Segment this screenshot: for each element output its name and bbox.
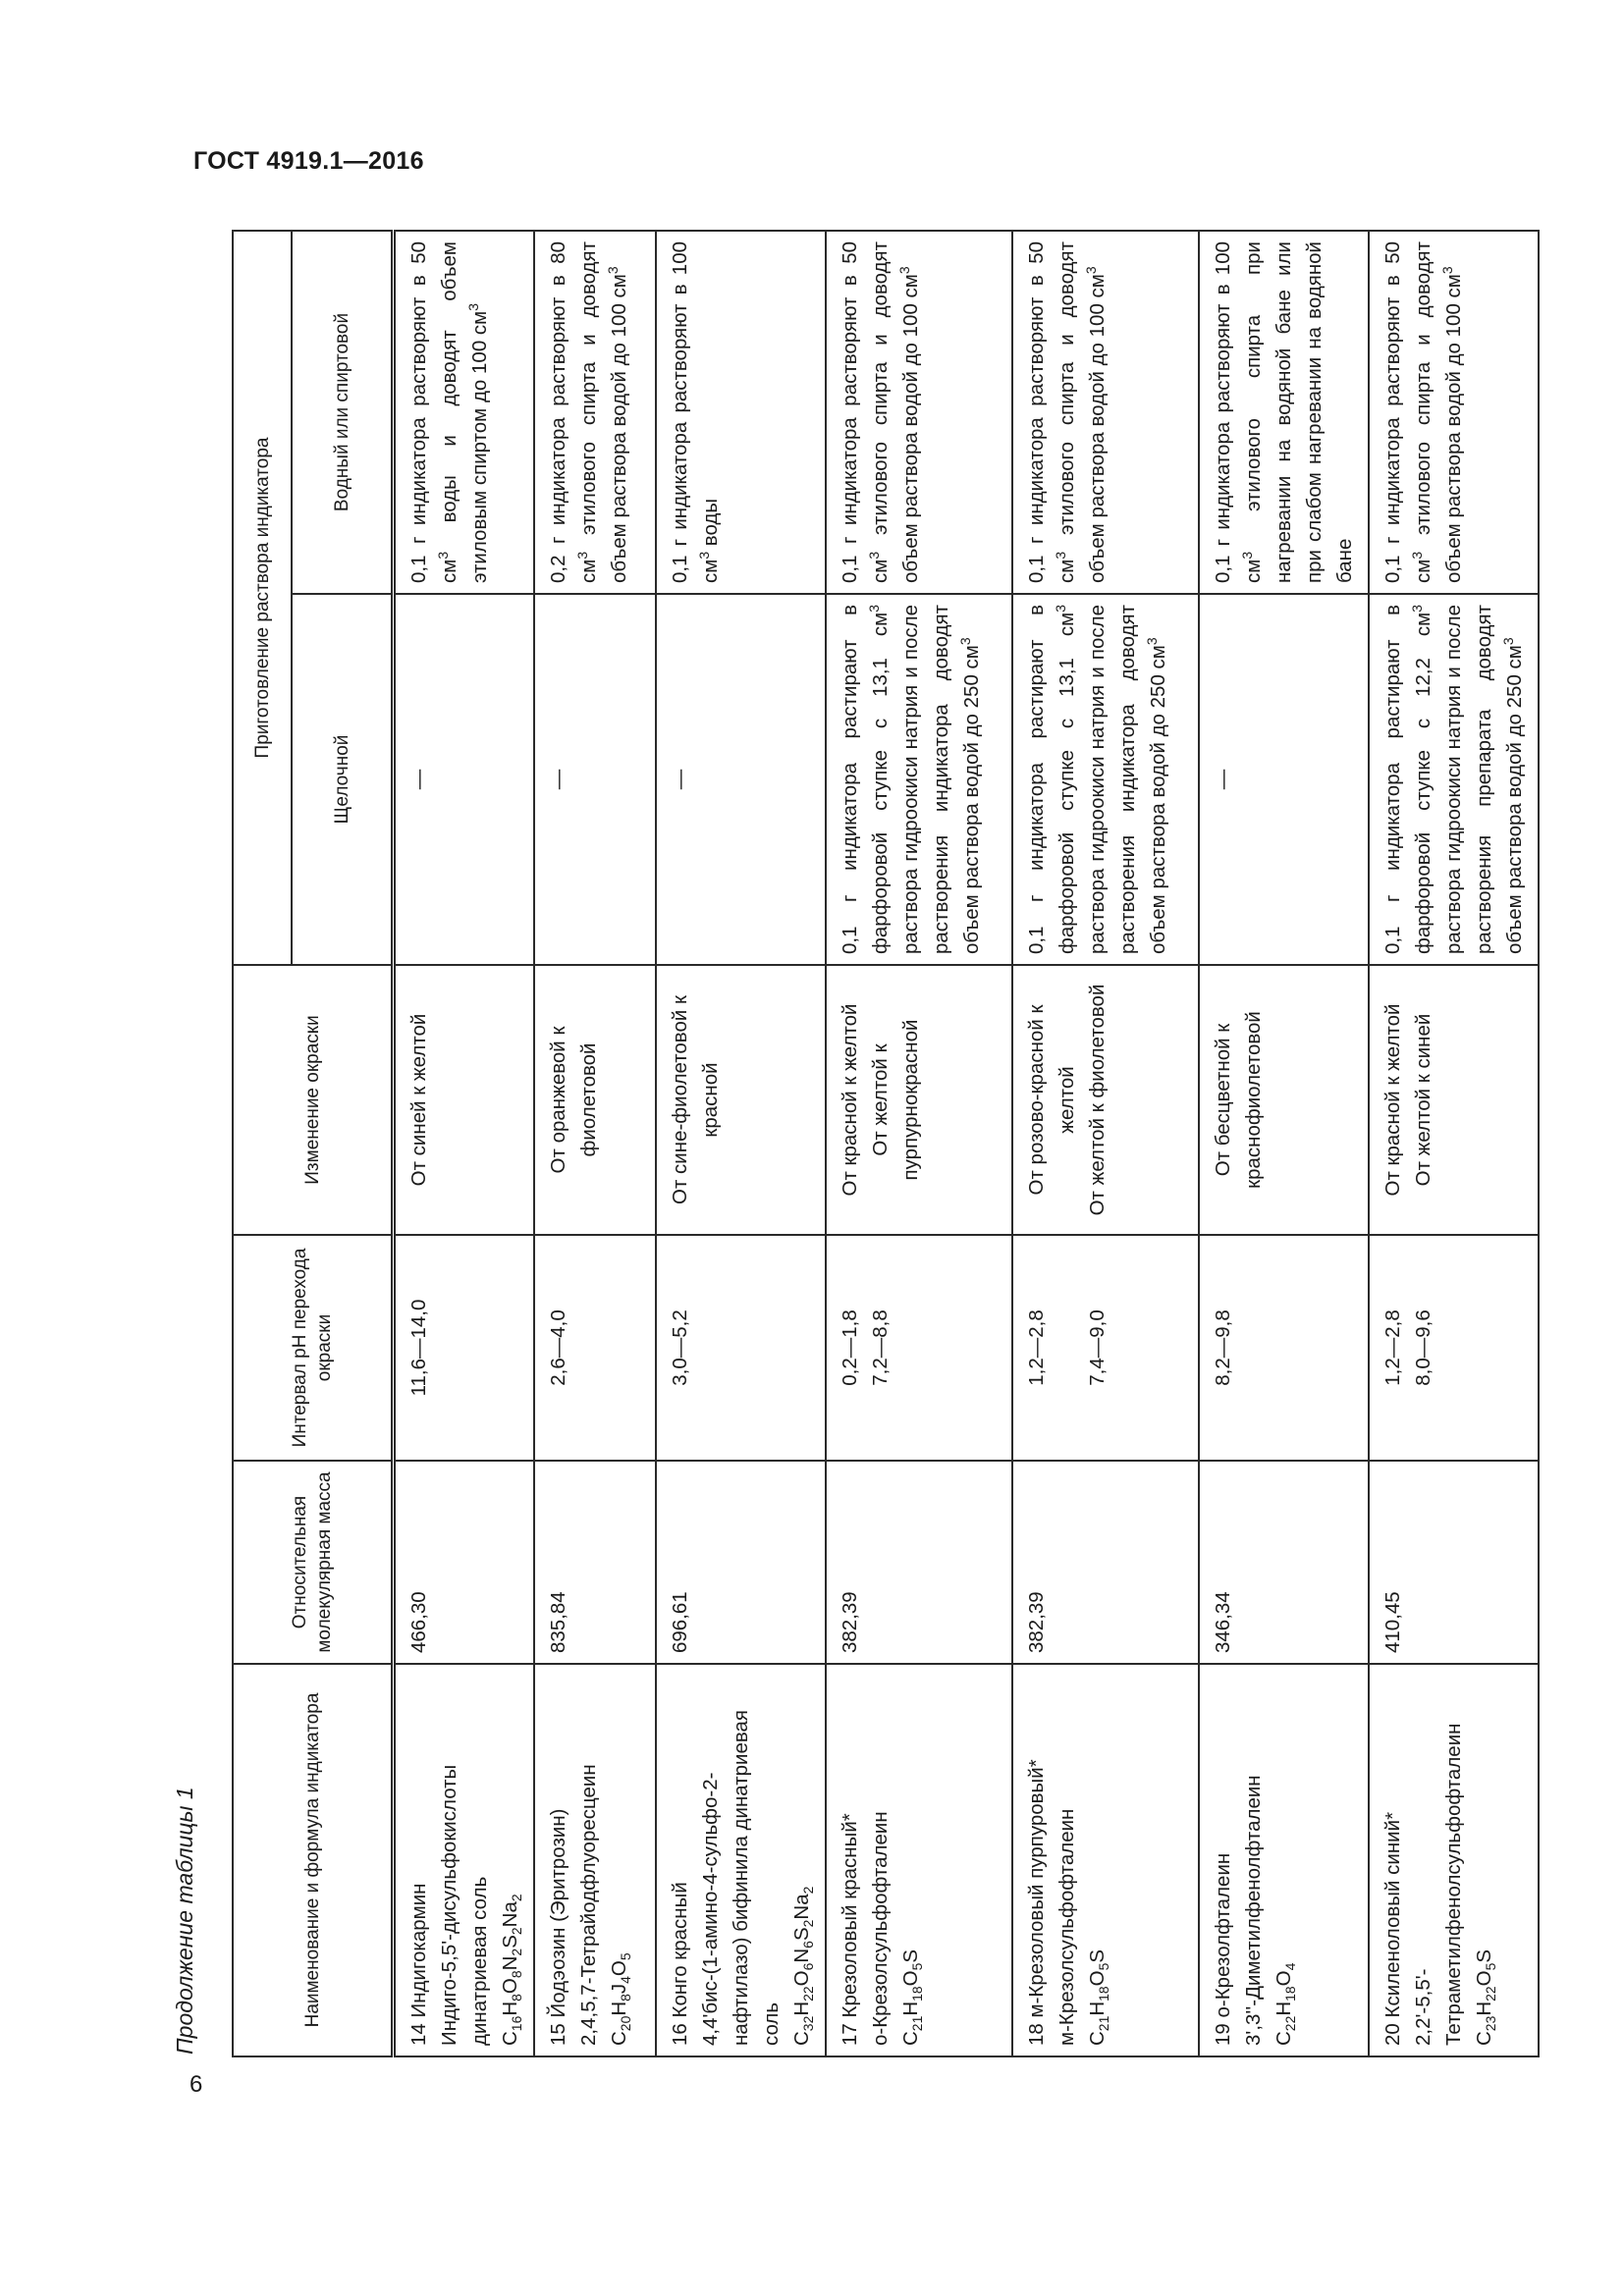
cell-color-change <box>1369 965 1539 1235</box>
indicator-name-line: 16 Конго красный <box>669 1882 691 2046</box>
cell-molecular-mass: 382,39 <box>826 1461 1012 1664</box>
cell-water-alcohol-solution: 0,1 г индикатора растворяют в 100 $см^3$ воды <box>656 231 826 594</box>
cell-indicator-name <box>1012 1664 1199 2056</box>
cell-color-change <box>394 965 535 1235</box>
cell-ph-interval <box>826 1235 1012 1461</box>
header-mass: Относительная молекулярная масса <box>233 1461 394 1664</box>
ph-interval: 1,2—2,8 <box>1381 1309 1404 1386</box>
cell-alkaline-solution: 0,1 г индикатора растирают в фарфоровой ступке с 13,1 $см^3$ раствора гидроокиси натрия и после растворения индикатора доводят объем раствора водой до 250 $см^3$ <box>1012 594 1199 965</box>
color-change: От оранжевой к фиолетовой <box>547 1026 600 1174</box>
table-caption: Продолжение таблицы 1 <box>172 1787 197 2055</box>
table-row <box>656 231 826 2056</box>
ph-interval: 7,4—9,0 <box>1086 1309 1109 1386</box>
cell-ph-interval <box>394 1235 535 1461</box>
header-preparation: Приготовление раствора индикатора <box>233 231 292 965</box>
table-row <box>1369 231 1539 2056</box>
cell-ph-interval <box>1012 1235 1199 1461</box>
indicator-name-line: Индиго-5,5'-дисульфокислоты <box>438 1764 460 2046</box>
color-change: От сине-фиолетовой к красной <box>669 995 722 1204</box>
cell-indicator-name <box>534 1664 656 2056</box>
cell-ph-interval <box>534 1235 656 1461</box>
indicator-name-line: 15 Йодэозин (Эритрозин) <box>547 1808 569 2046</box>
color-change: От желтой к фиолетовой <box>1086 984 1109 1216</box>
indicator-table <box>232 230 1540 2057</box>
cell-molecular-mass: 382,39 <box>1012 1461 1199 1664</box>
cell-color-change <box>826 965 1012 1235</box>
table-row <box>1012 231 1199 2056</box>
cell-ph-interval <box>1369 1235 1539 1461</box>
cell-color-change <box>1199 965 1369 1235</box>
cell-molecular-mass: 346,34 <box>1199 1461 1369 1664</box>
header-alkaline: Щелочной <box>292 594 394 965</box>
indicator-name-line: 14 Индигокармин <box>407 1883 430 2046</box>
cell-water-alcohol-solution: 0,1 г индикатора растворяют в 50 $см^3$ этилового спирта и доводят объем раствора водой до 100 $см^3$ <box>1012 231 1199 594</box>
table-row <box>534 231 656 2056</box>
ph-interval: 3,0—5,2 <box>669 1309 691 1386</box>
cell-indicator-name <box>656 1664 826 2056</box>
color-change: От красной к желтой <box>839 1003 861 1197</box>
indicator-name-line: о-Крезолсульфофталеин <box>869 1811 892 2046</box>
indicator-name-line: 4,4'бис-(1-амино-4-сульфо-2-нафтилазо) бифинила динатриевая соль <box>699 1709 783 2046</box>
cell-indicator-name <box>394 1664 535 2056</box>
color-change: От розово-красной к желтой <box>1025 1004 1078 1196</box>
header-name: Наименование и формула индикатора <box>233 1664 394 2056</box>
ph-interval: 7,2—8,8 <box>869 1309 892 1386</box>
page-number: 6 <box>189 2071 203 2098</box>
ph-interval: 0,2—1,8 <box>839 1309 861 1386</box>
indicator-formula: $C_{21}H_{18}O_5S$ <box>1086 1949 1112 2046</box>
table-row <box>826 231 1012 2056</box>
cell-indicator-name <box>1369 1664 1539 2056</box>
cell-alkaline-solution: — <box>1199 594 1369 965</box>
cell-ph-interval <box>656 1235 826 1461</box>
cell-molecular-mass: 835,84 <box>534 1461 656 1664</box>
indicator-formula: $C_{16}H_8O_8N_2S_2Na_2$ <box>499 1894 525 2046</box>
ph-interval: 8,0—9,6 <box>1412 1309 1435 1386</box>
indicator-name-line: м-Крезолсульфофталеин <box>1056 1808 1078 2046</box>
ph-interval: 11,6—14,0 <box>407 1299 430 1397</box>
indicator-formula: $C_{21}H_{18}O_5S$ <box>899 1949 926 2046</box>
indicator-formula: $C_{20}H_8J_4O_5$ <box>608 1952 634 2046</box>
cell-alkaline-solution: — <box>394 594 535 965</box>
color-change: От красной к желтой <box>1381 1003 1404 1197</box>
rotated-table-container <box>232 232 1526 2057</box>
color-change: От желтой к пурпурнокрасной <box>869 1019 922 1181</box>
header-color-change: Изменение окраски <box>233 965 394 1235</box>
indicator-name-line: динатриевая соль <box>468 1876 491 2046</box>
cell-water-alcohol-solution: 0,2 г индикатора растворяют в 80 $см^3$ этилового спирта и доводят объем раствора водой до 100 $см^3$ <box>534 231 656 594</box>
cell-water-alcohol-solution: 0,1 г индикатора растворяют в 50 $см^3$ воды и доводят объем этиловым спиртом до 100 $см^3$ <box>394 231 535 594</box>
indicator-name-line: 2,2'-5,5'-Тетраметилфенолсульфофталеин <box>1412 1723 1465 2046</box>
header-ph: Интервал pH перехода окраски <box>233 1235 394 1461</box>
cell-molecular-mass: 466,30 <box>394 1461 535 1664</box>
indicator-name-line: 20 Ксиленоловый синий* <box>1381 1811 1404 2046</box>
indicator-name-line: 2,4,5,7-Тетрайодфлуоресцеин <box>577 1764 600 2046</box>
table-row <box>1199 231 1369 2056</box>
cell-color-change <box>656 965 826 1235</box>
indicator-formula: $C_{22}H_{18}O_4$ <box>1272 1962 1299 2046</box>
table-body <box>394 231 1540 2056</box>
table-row <box>394 231 535 2056</box>
indicator-name-line: 19 о-Крезолфталеин <box>1212 1852 1234 2046</box>
ph-interval: 1,2—2,8 <box>1025 1309 1048 1386</box>
indicator-name-line: 18 м-Крезоловый пурпуровый* <box>1025 1759 1048 2046</box>
color-change: От бесцветной к краснофиолетовой <box>1212 1011 1265 1189</box>
header-water-alcohol: Водный или спиртовой <box>292 231 394 594</box>
indicator-name-line: 17 Крезоловый красный* <box>839 1813 861 2046</box>
cell-water-alcohol-solution: 0,1 г индикатора растворяют в 50 $см^3$ этилового спирта и доводят объем раствора водой до 100 $см^3$ <box>826 231 1012 594</box>
cell-color-change <box>534 965 656 1235</box>
indicator-name-line: 3',3''-Диметилфенолфталеин <box>1242 1775 1265 2046</box>
cell-molecular-mass: 696,61 <box>656 1461 826 1664</box>
cell-alkaline-solution: 0,1 г индикатора растирают в фарфоровой ступке с 13,1 $см^3$ раствора гидроокиси натрия и после растворения индикатора доводят объем раствора водой до 250 $см^3$ <box>826 594 1012 965</box>
cell-molecular-mass: 410,45 <box>1369 1461 1539 1664</box>
cell-indicator-name <box>826 1664 1012 2056</box>
cell-alkaline-solution: — <box>656 594 826 965</box>
cell-indicator-name <box>1199 1664 1369 2056</box>
color-change: От синей к желтой <box>407 1013 430 1187</box>
indicator-formula: $C_{23}H_{22}O_5S$ <box>1473 1949 1499 2046</box>
ph-interval: 8,2—9,8 <box>1212 1309 1234 1386</box>
ph-interval: 2,6—4,0 <box>547 1309 569 1386</box>
color-change: От желтой к синей <box>1412 1013 1435 1187</box>
cell-alkaline-solution: — <box>534 594 656 965</box>
cell-water-alcohol-solution: 0,1 г индикатора растворяют в 100 $см^3$ этилового спирта при нагревании на водяной бане или при слабом нагревании на водяной бане <box>1199 231 1369 594</box>
cell-water-alcohol-solution: 0,1 г индикатора растворяют в 50 $см^3$ этилового спирта и доводят объем раствора водой до 100 $см^3$ <box>1369 231 1539 594</box>
document-header: ГОСТ 4919.1—2016 <box>193 147 424 175</box>
cell-alkaline-solution: 0,1 г индикатора растирают в фарфоровой ступке с 12,2 $см^3$ раствора гидроокиси натрия и после растворения препарата доводят объем раствора водой до 250 $см^3$ <box>1369 594 1539 965</box>
cell-color-change <box>1012 965 1199 1235</box>
indicator-formula: $C_{32}H_{22}O_6N_6S_2Na_2$ <box>790 1886 817 2046</box>
cell-ph-interval <box>1199 1235 1369 1461</box>
